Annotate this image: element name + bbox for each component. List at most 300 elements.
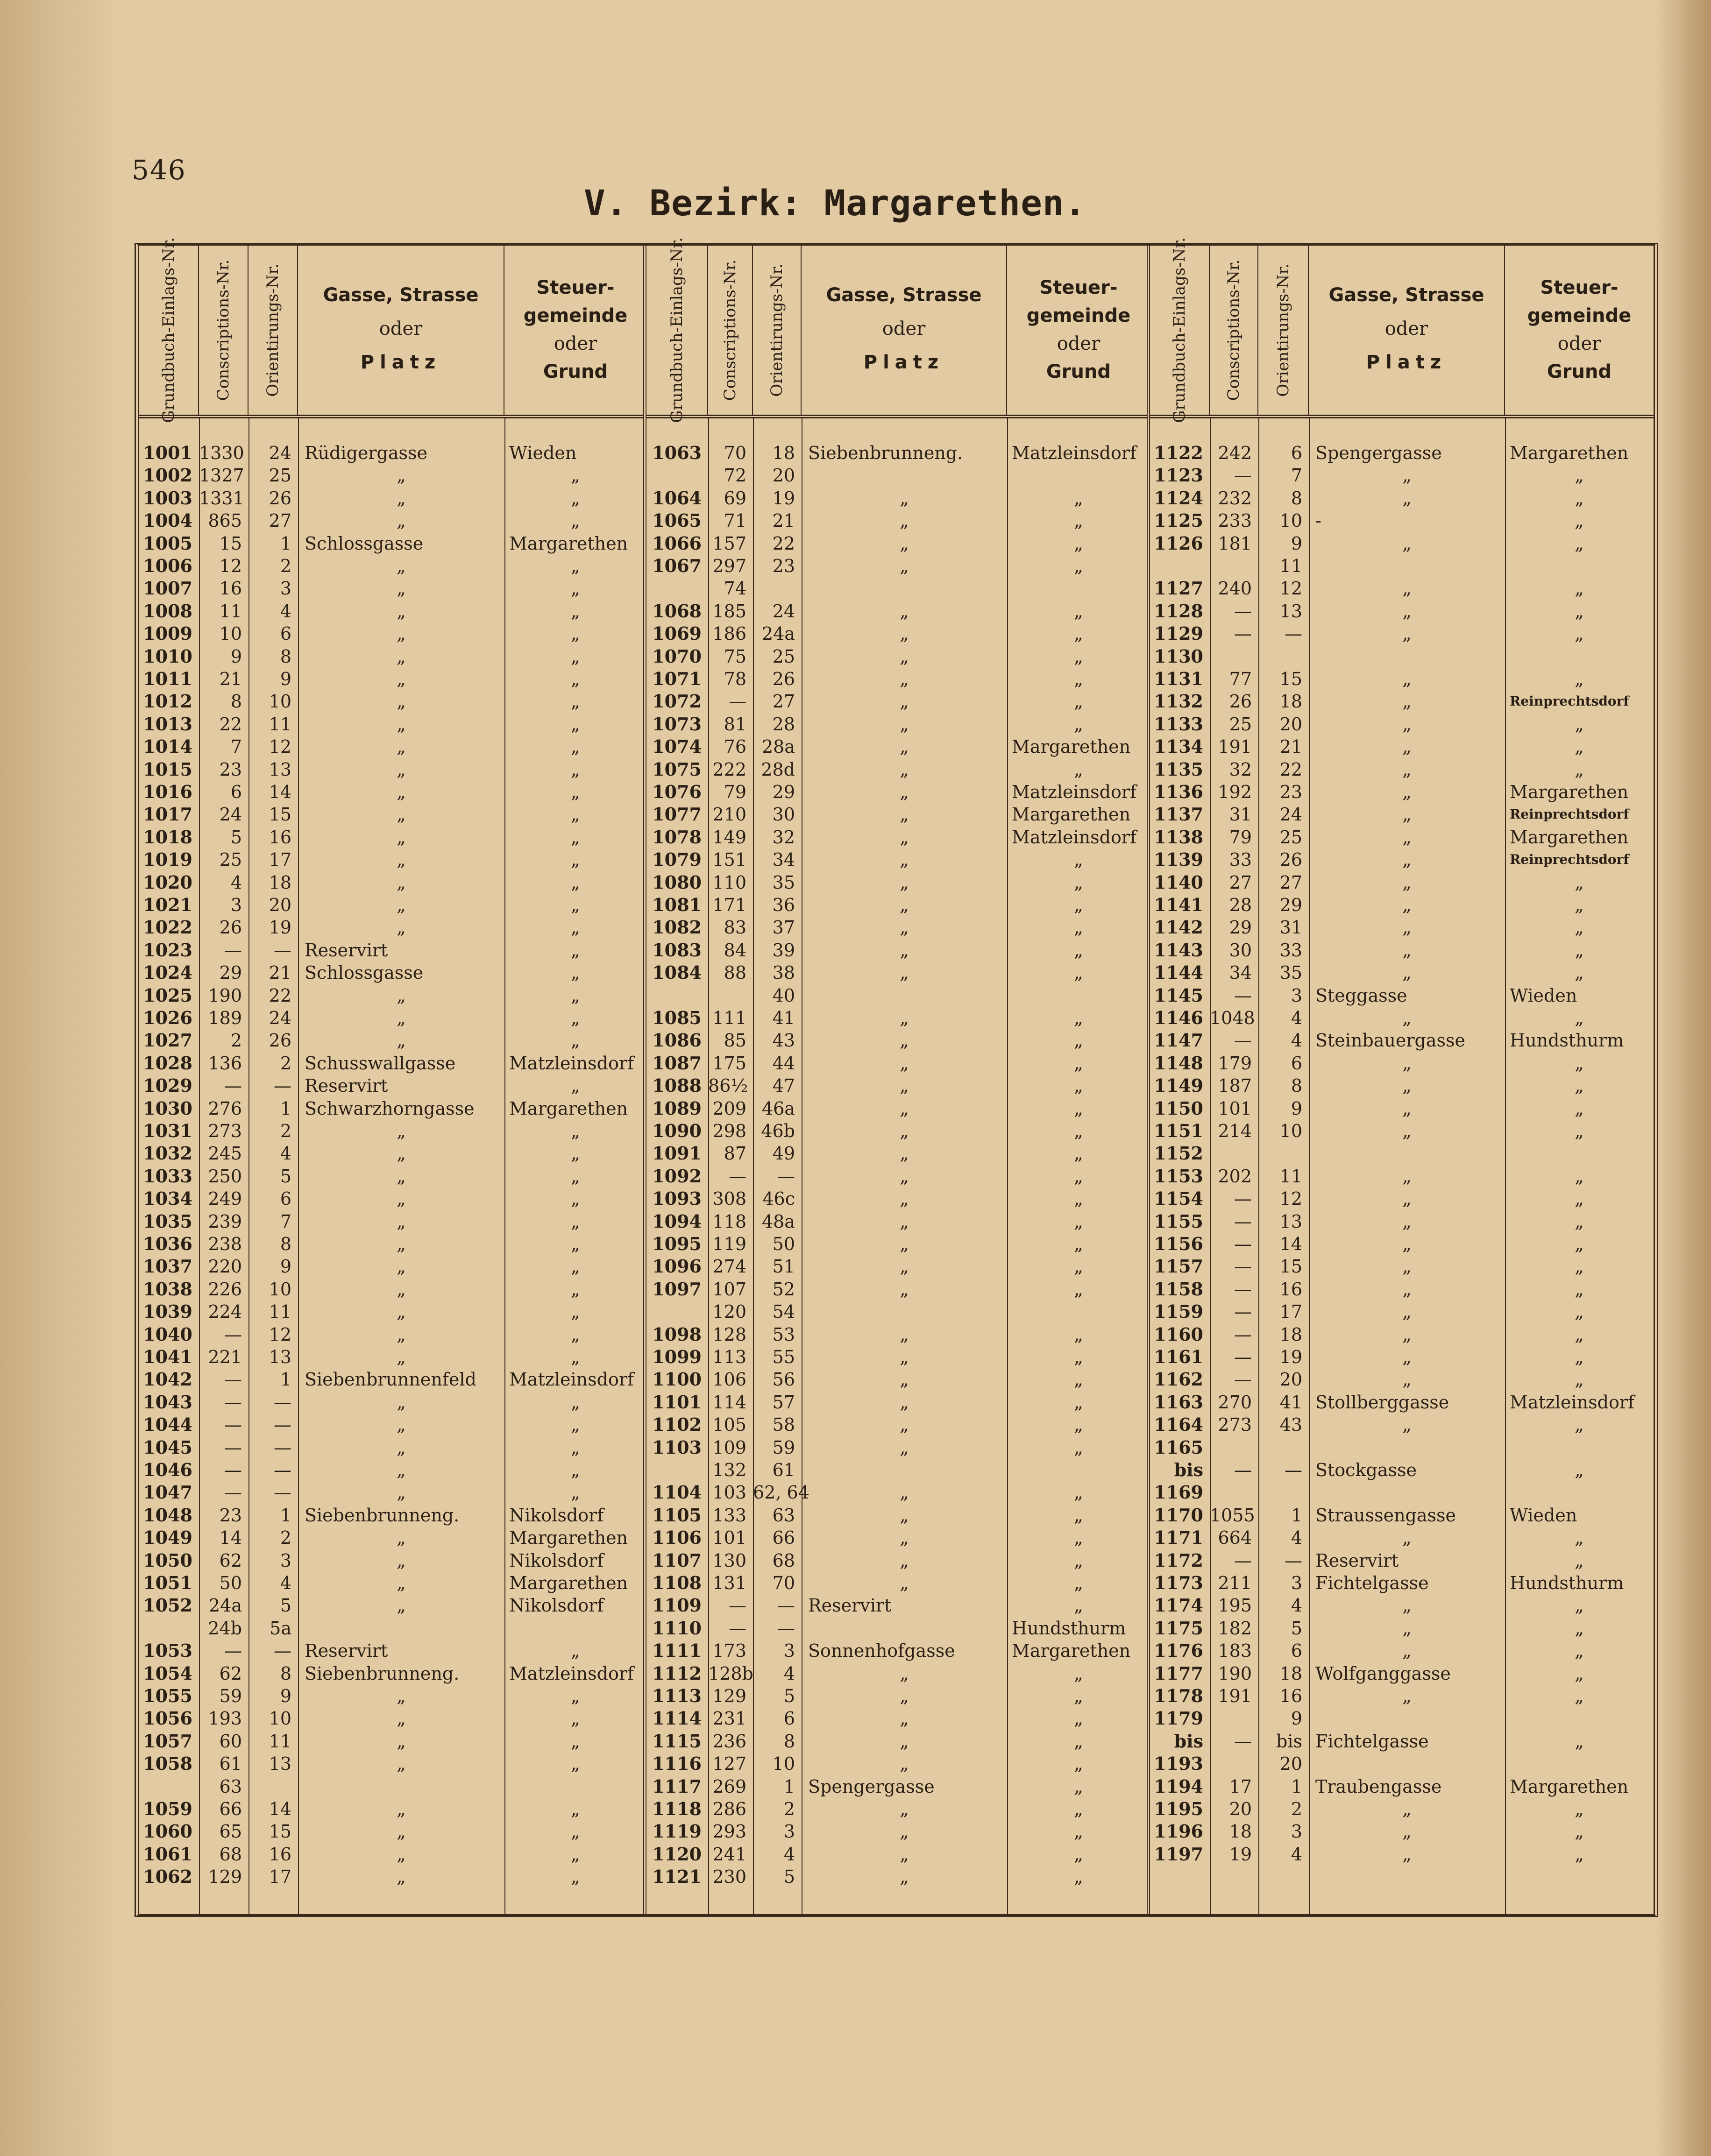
grundbuch-nr: 1122	[1154, 442, 1203, 463]
table-row	[646, 1120, 1147, 1142]
gasse: „	[397, 1460, 406, 1480]
steuergemeinde: „	[571, 985, 580, 1006]
grundbuch-nr: 1121	[652, 1866, 702, 1887]
orientirungs-nr: 22	[1279, 759, 1302, 780]
table-row	[139, 1323, 643, 1346]
gasse: „	[1402, 827, 1412, 848]
table-row	[1150, 442, 1654, 464]
grundbuch-nr: 1049	[143, 1527, 192, 1548]
orientirungs-nr: 8	[1291, 1075, 1302, 1096]
steuergemeinde: „	[571, 1686, 580, 1706]
orientirungs-nr: 14	[269, 1799, 291, 1819]
orientirungs-nr: 4	[1291, 1527, 1302, 1548]
steuergemeinde: „	[571, 1301, 580, 1322]
steuergemeinde: „	[1575, 1414, 1584, 1435]
conscriptions-nr: —	[224, 1324, 242, 1345]
steuergemeinde: „	[1074, 1098, 1083, 1119]
steuergemeinde: „	[1074, 533, 1083, 554]
conscriptions-nr: 131	[712, 1573, 746, 1593]
conscriptions-nr: 236	[712, 1731, 746, 1752]
gasse: „	[1402, 623, 1412, 644]
grundbuch-nr: 1129	[1154, 623, 1203, 644]
orientirungs-nr: 14	[1279, 1234, 1302, 1254]
orientirungs-nr: 55	[772, 1347, 795, 1367]
conscriptions-nr: 233	[1218, 510, 1252, 531]
table-row	[139, 1414, 643, 1436]
orientirungs-nr: 54	[772, 1301, 795, 1322]
grundbuch-nr: 1015	[143, 758, 192, 780]
steuergemeinde: „	[1074, 1234, 1083, 1254]
table-row	[139, 1391, 643, 1414]
gasse: Siebenbrunneng.	[305, 1663, 460, 1684]
gasse: „	[397, 1121, 406, 1141]
gasse: „	[900, 736, 909, 757]
conscriptions-nr: 1330	[199, 443, 244, 463]
orientirungs-nr: 38	[772, 962, 795, 983]
orientirungs-nr: 9	[1291, 1708, 1302, 1729]
steuergemeinde: „	[1074, 1821, 1083, 1842]
table-row	[1150, 781, 1654, 803]
gasse: „	[1402, 1279, 1412, 1300]
gasse: Schlossgasse	[305, 962, 424, 983]
steuergemeinde: Matzleinsdorf	[509, 1369, 634, 1390]
table-row	[139, 1165, 643, 1188]
orientirungs-nr: 13	[1279, 601, 1302, 622]
conscriptions-nr: 106	[712, 1369, 746, 1390]
gasse: „	[900, 827, 909, 848]
steuergemeinde: „	[1074, 1414, 1083, 1435]
header-steuer-line1: Steuer-	[536, 277, 615, 298]
orientirungs-nr: 24	[772, 601, 795, 622]
steuergemeinde: „	[1074, 1550, 1083, 1571]
steuergemeinde: „	[1575, 510, 1584, 531]
gasse	[802, 1617, 1014, 1640]
gasse: „	[397, 1301, 406, 1322]
table-row	[646, 442, 1147, 464]
gasse: „	[397, 1188, 406, 1209]
table-row	[139, 1233, 643, 1255]
orientirungs-nr: 47	[772, 1075, 795, 1096]
conscriptions-nr: 308	[712, 1188, 746, 1209]
grundbuch-nr: 1070	[652, 645, 702, 667]
grundbuch-nr: 1133	[1154, 713, 1203, 735]
grundbuch-nr: 1146	[1154, 1007, 1203, 1028]
table-row	[1150, 1798, 1654, 1820]
orientirungs-nr: 6	[280, 623, 291, 644]
grundbuch-nr: 1197	[1154, 1843, 1203, 1865]
steuergemeinde: „	[1575, 895, 1584, 915]
grundbuch-nr: 1115	[652, 1730, 702, 1752]
header-orientirungs-label: Orientirungs-Nr.	[263, 263, 282, 397]
orientirungs-nr: 18	[772, 443, 795, 463]
table-row	[1150, 600, 1654, 622]
table-row	[646, 1074, 1147, 1097]
gasse: „	[900, 691, 909, 712]
grundbuch-nr: 1159	[1154, 1301, 1203, 1322]
table-row	[1150, 1007, 1654, 1029]
gasse	[1309, 1481, 1512, 1504]
orientirungs-nr: 6	[783, 1708, 795, 1729]
conscriptions-nr: 23	[219, 759, 242, 780]
table-row	[1150, 871, 1654, 894]
gasse: „	[900, 1369, 909, 1390]
grundbuch-nr: 1045	[143, 1436, 192, 1458]
conscriptions-nr: —	[224, 1414, 242, 1435]
gasse: „	[1402, 488, 1412, 509]
conscriptions-nr: 239	[208, 1211, 242, 1232]
steuergemeinde: „	[571, 1030, 580, 1051]
orientirungs-nr: 48a	[761, 1211, 795, 1232]
table-row	[1150, 803, 1654, 826]
conscriptions-nr	[1210, 1436, 1252, 1459]
conscriptions-nr: 202	[1218, 1166, 1252, 1187]
steuergemeinde: „	[1575, 1550, 1584, 1571]
table-row	[646, 577, 1147, 600]
grundbuch-nr: 1149	[1154, 1075, 1203, 1096]
grundbuch-nr: 1043	[143, 1391, 192, 1413]
steuergemeinde: Wieden	[1510, 1505, 1577, 1526]
table-row	[646, 916, 1147, 939]
header-steuer-line1: Steuer-	[1540, 277, 1619, 298]
table-row	[1150, 939, 1654, 961]
grundbuch-nr: 1060	[143, 1821, 192, 1842]
table-row	[139, 690, 643, 713]
conscriptions-nr: 5	[230, 827, 242, 848]
table-row	[139, 1549, 643, 1572]
orientirungs-nr: 10	[1279, 510, 1302, 531]
steuergemeinde	[1505, 1481, 1658, 1504]
conscriptions-nr: 76	[724, 736, 746, 757]
grundbuch-nr: 1076	[652, 781, 702, 802]
table-row	[139, 1278, 643, 1301]
orientirungs-nr: 18	[1279, 691, 1302, 712]
orientirungs-nr: 13	[269, 1753, 291, 1774]
steuergemeinde: Margarethen	[1012, 736, 1131, 757]
gasse: Reservirt	[1315, 1550, 1399, 1571]
conscriptions-nr: 187	[1218, 1075, 1252, 1096]
table-header	[646, 237, 1147, 423]
table-row	[646, 1007, 1147, 1029]
conscriptions-nr: 17	[1229, 1776, 1252, 1797]
grundbuch-nr: 1067	[652, 555, 702, 576]
steuergemeinde: „	[571, 1731, 580, 1752]
conscriptions-nr: 25	[1229, 714, 1252, 735]
table-row	[646, 758, 1147, 781]
grundbuch-nr: 1103	[652, 1436, 702, 1458]
orientirungs-nr: 35	[772, 872, 795, 893]
table-row	[1150, 1527, 1654, 1549]
table-row	[1150, 1301, 1654, 1323]
header-conscriptions-label: Conscriptions-Nr.	[721, 259, 739, 401]
conscriptions-nr: —	[1234, 1234, 1252, 1254]
steuergemeinde	[1505, 645, 1658, 668]
steuergemeinde: „	[1074, 1527, 1083, 1548]
table-block-3	[1150, 237, 1654, 1914]
table-row	[646, 1233, 1147, 1255]
grundbuch-nr: 1069	[652, 623, 702, 644]
orientirungs-nr: 28	[772, 714, 795, 735]
orientirungs-nr: —	[1285, 1550, 1302, 1571]
gasse: „	[1402, 465, 1412, 486]
table-row	[646, 1097, 1147, 1120]
steuergemeinde: „	[1575, 1686, 1584, 1706]
table-row	[1150, 1730, 1654, 1753]
steuergemeinde: „	[1575, 465, 1584, 486]
header-orientirungs	[753, 246, 802, 415]
steuergemeinde: „	[571, 804, 580, 825]
orientirungs-nr: 11	[269, 1301, 291, 1322]
gasse: „	[1402, 1347, 1412, 1367]
gasse: Traubengasse	[1315, 1776, 1442, 1797]
orientirungs-nr: 6	[1291, 1640, 1302, 1661]
conscriptions-nr: —	[1234, 1731, 1252, 1752]
conscriptions-nr	[1210, 555, 1252, 577]
conscriptions-nr: —	[1234, 1211, 1252, 1232]
conscriptions-nr: 220	[208, 1256, 242, 1277]
steuergemeinde: „	[1575, 1844, 1584, 1865]
orientirungs-nr: 8	[783, 1731, 795, 1752]
grundbuch-nr: 1073	[652, 713, 702, 735]
steuergemeinde: Reinprechtsdorf	[1510, 806, 1629, 822]
conscriptions-nr: 12	[219, 556, 242, 576]
table-row	[1150, 1436, 1654, 1459]
table-row	[139, 1640, 643, 1662]
table-row	[139, 1368, 643, 1391]
table-row	[1150, 1504, 1654, 1527]
conscriptions-nr: —	[1234, 985, 1252, 1006]
grundbuch-nr: 1055	[143, 1685, 192, 1706]
table-row	[139, 916, 643, 939]
grundbuch-nr: 1136	[1154, 781, 1203, 802]
grundbuch-nr	[139, 1775, 192, 1798]
conscriptions-nr: 1055	[1210, 1505, 1255, 1526]
grundbuch-nr: 1011	[143, 668, 192, 689]
orientirungs-nr: 2	[280, 1121, 291, 1141]
gasse: „	[1402, 533, 1412, 554]
table-row	[646, 894, 1147, 916]
conscriptions-nr: 132	[712, 1460, 746, 1480]
steuergemeinde: „	[571, 1708, 580, 1729]
grundbuch-nr: 1075	[652, 758, 702, 780]
table-row	[1150, 1368, 1654, 1391]
grundbuch-nr	[139, 1617, 192, 1640]
grundbuch-nr: 1061	[143, 1843, 192, 1865]
table-row	[1150, 509, 1654, 532]
gasse: „	[900, 669, 909, 689]
orientirungs-nr: 43	[772, 1030, 795, 1051]
conscriptions-nr: 175	[712, 1053, 746, 1074]
orientirungs-nr: 2	[280, 1053, 291, 1074]
grundbuch-nr: 1170	[1154, 1504, 1203, 1526]
gasse: „	[397, 782, 406, 802]
table-row	[1150, 1255, 1654, 1278]
table-row	[1150, 1120, 1654, 1142]
grundbuch-nr: 1024	[143, 962, 192, 983]
gasse: „	[397, 985, 406, 1006]
steuergemeinde: „	[1074, 1595, 1083, 1616]
table-row	[139, 532, 643, 555]
gasse: Straussengasse	[1315, 1505, 1456, 1526]
gasse: „	[1402, 1234, 1412, 1254]
gasse: Steggasse	[1315, 985, 1407, 1006]
steuergemeinde: „	[1575, 1369, 1584, 1390]
orientirungs-nr: 5	[280, 1166, 291, 1187]
gasse	[1309, 1753, 1512, 1775]
conscriptions-nr: 32	[1229, 759, 1252, 780]
table-row	[139, 645, 643, 668]
header-orientirungs	[1258, 246, 1309, 415]
steuergemeinde: „	[1074, 1211, 1083, 1232]
grundbuch-nr: 1064	[652, 487, 702, 509]
orientirungs-nr: 9	[1291, 1098, 1302, 1119]
orientirungs-nr: 19	[1279, 1347, 1302, 1367]
gasse: „	[397, 646, 406, 667]
gasse: „	[397, 1821, 406, 1842]
conscriptions-nr: 84	[724, 940, 746, 961]
gasse	[298, 1617, 511, 1640]
table-row	[139, 1572, 643, 1594]
conscriptions-nr: 231	[712, 1708, 746, 1729]
steuergemeinde: Matzleinsdorf	[1510, 1392, 1635, 1413]
steuergemeinde: Margarethen	[1510, 443, 1629, 463]
orientirungs-nr	[1258, 645, 1302, 668]
orientirungs-nr: 4	[1291, 1030, 1302, 1051]
gasse: „	[397, 578, 406, 599]
header-gasse-line1: Gasse, Strasse	[1328, 284, 1484, 306]
steuergemeinde: „	[571, 782, 580, 802]
gasse: „	[1402, 782, 1412, 802]
table-header	[139, 237, 643, 423]
conscriptions-nr: 1327	[199, 465, 244, 486]
table-row	[1150, 1323, 1654, 1346]
conscriptions-nr: 2	[230, 1030, 242, 1051]
header-steuer-line1: Steuer-	[1039, 277, 1118, 298]
grundbuch-nr: 1155	[1154, 1210, 1203, 1232]
conscriptions-nr: 214	[1218, 1121, 1252, 1141]
orientirungs-nr: 33	[1279, 940, 1302, 961]
gasse: „	[900, 1708, 909, 1729]
grundbuch-nr: 1130	[1154, 645, 1203, 667]
grundbuch-nr: 1063	[652, 442, 702, 463]
gasse: Siebenbrunneng.	[305, 1505, 460, 1526]
gasse: Schwarzhorngasse	[305, 1098, 475, 1119]
grundbuch-nr: 1068	[652, 600, 702, 622]
grundbuch-nr: 1044	[143, 1414, 192, 1435]
table-row	[646, 961, 1147, 984]
orientirungs-nr: 52	[772, 1279, 795, 1300]
steuergemeinde: „	[1074, 601, 1083, 622]
conscriptions-nr: 24a	[208, 1595, 242, 1616]
conscriptions-nr: 210	[712, 804, 746, 825]
gasse: „	[397, 1573, 406, 1593]
conscriptions-nr: —	[1234, 465, 1252, 486]
table-row	[646, 735, 1147, 758]
orientirungs-nr: 31	[1279, 917, 1302, 938]
orientirungs-nr: 10	[269, 691, 291, 712]
table-row	[139, 1007, 643, 1029]
table-row	[646, 1278, 1147, 1301]
table-row	[139, 622, 643, 645]
steuergemeinde: „	[571, 1211, 580, 1232]
steuergemeinde: „	[1575, 1256, 1584, 1277]
grundbuch-nr: 1026	[143, 1007, 192, 1028]
conscriptions-nr: 23	[219, 1505, 242, 1526]
conscriptions-nr: —	[729, 691, 746, 712]
conscriptions-nr: —	[1234, 1324, 1252, 1345]
gasse	[802, 984, 1014, 1007]
grundbuch-nr: 1058	[143, 1753, 192, 1774]
gasse: Reservirt	[305, 1640, 388, 1661]
steuergemeinde: „	[571, 1821, 580, 1842]
table-row	[1150, 961, 1654, 984]
orientirungs-nr: 59	[772, 1437, 795, 1458]
steuergemeinde: „	[1074, 1844, 1083, 1865]
steuergemeinde: „	[571, 895, 580, 915]
orientirungs-nr: 43	[1279, 1414, 1302, 1435]
table-row	[139, 1504, 643, 1527]
steuergemeinde: „	[1575, 1640, 1584, 1661]
conscriptions-nr: 1048	[1210, 1008, 1255, 1028]
grundbuch-nr: 1036	[143, 1233, 192, 1254]
steuergemeinde	[504, 1775, 651, 1798]
table-row	[1150, 916, 1654, 939]
orientirungs-nr: 40	[772, 985, 795, 1006]
table-row	[139, 1481, 643, 1504]
orientirungs-nr: 13	[269, 759, 291, 780]
orientirungs-nr: 30	[772, 804, 795, 825]
conscriptions-nr: —	[1234, 1550, 1252, 1571]
steuergemeinde: „	[571, 1460, 580, 1480]
orientirungs-nr: —	[777, 1618, 795, 1639]
gasse: Spengergasse	[808, 1776, 935, 1797]
gasse: Sonnenhofgasse	[808, 1640, 955, 1661]
steuergemeinde: Matzleinsdorf	[1012, 782, 1137, 802]
gasse	[1309, 1142, 1512, 1165]
grundbuch-nr: 1004	[143, 510, 192, 531]
grundbuch-nr: 1042	[143, 1369, 192, 1390]
grundbuch-nr: 1154	[1154, 1188, 1203, 1209]
steuergemeinde: „	[571, 1256, 580, 1277]
grundbuch-nr	[646, 1301, 702, 1323]
conscriptions-nr: 128b	[708, 1663, 753, 1684]
gasse: „	[900, 1527, 909, 1548]
steuergemeinde	[1007, 984, 1155, 1007]
conscriptions-nr: 28	[1229, 895, 1252, 915]
conscriptions-nr	[708, 984, 746, 1007]
conscriptions-nr: —	[1234, 1256, 1252, 1277]
gasse: „	[900, 488, 909, 509]
gasse: „	[1402, 601, 1412, 622]
conscriptions-nr: 240	[1218, 578, 1252, 599]
header-grundbuch-label: Grundbuch-Einlags-Nr.	[667, 237, 686, 423]
grundbuch-nr: 1009	[143, 623, 192, 644]
conscriptions-nr: 10	[219, 623, 242, 644]
grundbuch-nr: 1027	[143, 1030, 192, 1051]
conscriptions-nr: 274	[712, 1256, 746, 1277]
conscriptions-nr: 61	[219, 1753, 242, 1774]
gasse: „	[900, 1166, 909, 1187]
table-row	[646, 1640, 1147, 1662]
table-row	[1150, 1594, 1654, 1617]
table-row	[1150, 1188, 1654, 1210]
conscriptions-nr: 27	[1229, 872, 1252, 893]
orientirungs-nr: 10	[772, 1753, 795, 1774]
orientirungs-nr: 37	[772, 917, 795, 938]
conscriptions-nr: 190	[1218, 1663, 1252, 1684]
gasse: Schlossgasse	[305, 533, 424, 554]
table-row	[139, 1459, 643, 1481]
orientirungs-nr: 3	[280, 1550, 291, 1571]
